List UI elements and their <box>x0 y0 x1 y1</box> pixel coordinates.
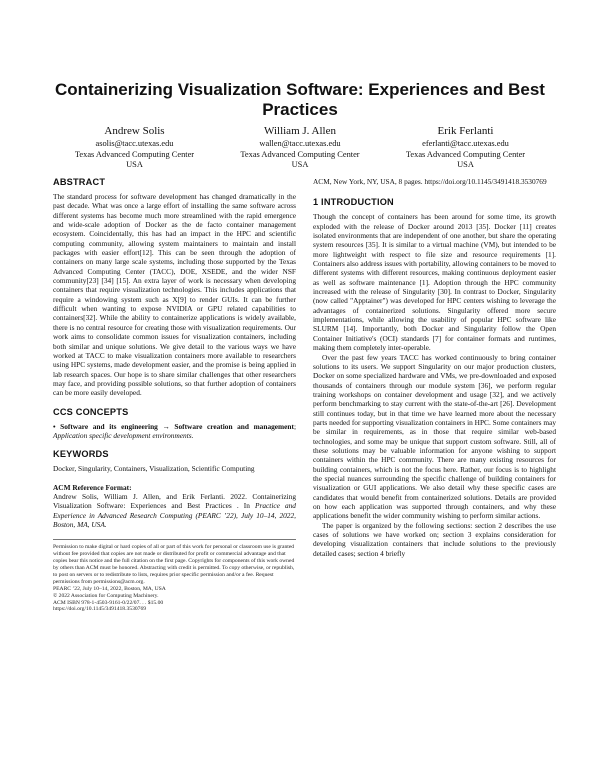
introduction-heading: 1 INTRODUCTION <box>313 197 394 208</box>
permission-notice: Permission to make digital or hard copies of all or part of this work for personal or classroom use is granted without fee provided that copies are not made or distributed for profit or commercial advantage and that copies bear this notice and the full citation on the first page. Copyrights for components of this work owned by others than ACM must be honored. Abstracting with credit is permitted. To copy otherwise, or republish, to post on servers or to redistribute to lists, requires prior specific permission and/or a fee. Request permissions from permissions@acm.org. <box>53 544 295 585</box>
footnote-doi: https://doi.org/10.1145/3491418.3530769 <box>53 606 147 613</box>
author-affiliation: Texas Advanced Computing Center <box>240 149 360 159</box>
left-column <box>53 177 296 613</box>
intro-paragraph-1: Though the concept of containers has been around for some time, its growth exploded with the release of Docker around 2013 [35]. Docker [11] creates isolated environments that are independent of one another, but share the operating system resources [35]. It is similar to a virtual machine (VM), but intended to be more lightweight with respect to file size and resource requirements [1]. Containers also address issues with portability, allowing containers to be moved to different systems with different resources, making continuous deployment easier as well as software maintenance [1]. Adoption through the HPC community increased with the release of Singularity [30]. In contrast to Docker, Singularity (now called "Apptainer") was developed for HPC centers wishing to leverage the advantages of containerized solutions. Singularity offered more secure implementations, while allowing the usability of popular HPC software like SLURM [14]. Importantly, both Docker and Singularity follow the Open Container Initiative's (OCI) standards [7] for container formats and runtimes, making them completely inter-operable. <box>313 212 556 353</box>
acm-ref-rest: ACM, New York, NY, USA, 8 pages. https://doi.org/10.1145/3491418.3530769 <box>313 177 547 186</box>
author-email: eferlanti@tacc.utexas.edu <box>422 139 509 148</box>
right-column <box>313 177 556 558</box>
keywords-heading: KEYWORDS <box>53 449 109 460</box>
ccs-body <box>53 422 296 441</box>
author-affiliation: Texas Advanced Computing Center <box>74 149 195 159</box>
author-email: asolis@tacc.utexas.edu <box>95 139 174 148</box>
ccs-heading: CCS CONCEPTS <box>53 406 129 417</box>
acm-reference-body <box>53 492 296 529</box>
intro-paragraph-2: Over the past few years TACC has worked continuously to bring container solutions to its users. We support Singularity on our major production clusters, Docker on some specialized hardware and VMs, we pre-downloaded and exposed thousands of containers through our module system [36], we perform regular training workshops on container development and usage [32], and we actively perform benchmarking to stay current with the state-of-the-art [26]. Development still continues today, but in that time we have learned more about the necessary parts needed for supporting visualization containers in HPC. Some containers may be similar in requirements, as in those that require similar web-based technologies, and some may be unique that support custom software. Still, all of these solutions may be valuable information for anyone wishing to support containers within the HPC community. There are many existing resources for building containers, which is not the focus here. Rather, our focus is to highlight the special nuances surrounding the specific challenge of building containers for visualization or GUI applications. We also detail why these specific cases are candidates that would benefit from containerized solutions. Details are provided on how each application was supported through containers, and why these applications benefit the wider community wishing to perform similar actions. <box>313 352 556 521</box>
acm-reference-label <box>53 483 296 492</box>
abstract-heading: ABSTRACT <box>53 177 106 187</box>
author-3 <box>383 124 548 171</box>
author-name: William J. Allen <box>264 125 336 137</box>
keywords-body: Docker, Singularity, Containers, Visualization, Scientific Computing <box>53 464 255 474</box>
ccs-separator: ; <box>293 421 296 431</box>
intro-paragraph-3: The paper is organized by the following sections: section 2 describes the use cases of solutions we have worked on; section 3 explains consideration for developing visualization containers that include solutions to the previously detailed cases; section 4 briefly <box>313 520 556 558</box>
copyright-footnote <box>53 539 296 613</box>
author-name: Erik Ferlanti <box>437 125 494 137</box>
ccs-subconcept: Application specific development environments. <box>53 430 194 440</box>
acm-ref-venue: Practice and Experience in Advanced Research Computing (PEARC ’22), July 10–14, 2022, Boston, MA, USA. <box>53 501 296 529</box>
author-1 <box>52 124 217 171</box>
author-2 <box>218 124 383 171</box>
author-country: USA <box>126 160 143 170</box>
acm-ref-label-text: ACM Reference Format: <box>53 482 132 492</box>
author-country: USA <box>291 160 309 170</box>
acm-ref-authors: Andrew Solis, William J. Allen, and Erik Ferlanti. 2022. Containerizing Visualization Software: Experiences and Best Practices . In <box>53 491 296 511</box>
author-email: wallen@tacc.utexas.edu <box>259 139 341 148</box>
author-name: Andrew Solis <box>104 125 165 137</box>
author-affiliation: Texas Advanced Computing Center <box>405 149 526 159</box>
paper-title: Containerizing Visualization Software: Experiences and Best Practices <box>55 80 545 119</box>
abstract-body: The standard process for software development has changed dramatically in the past decade. What was once a large effort of installing the same software across different systems has become much more streamlined with the rapid emergence and wide-scale adoption of Docker as the de facto container management ecosystem. Coincidentally, this has had an impact in the HPC and scientific computing community, allowing system maintainers to maintain and install packages with easier effort[12]. This can be seen through the adoption of containers on many large scale systems, including those supported by the Texas Advanced Computing Center (TACC), DOE, XSEDE, and the wider NSF community[23] [34] [15]. An extra layer of work is necessary when developing containers that require visualization technologies. This includes applications that require a windowing system such as X[9] to render GUIs. It can be further difficult when wanting to expose NVIDIA or GPU related capabilities to containers[32]. While the ability to containerize applications is widely available, there is no central resource for creating those with visualization requirements. Our work aims to consolidate common issues for visualization containers, including both similar and unique solutions. We give detail to the various ways we have worked at TACC to make visualization containers more available to researchers using HPC systems, made development easier, and the promise is being applied in lab research spaces. Our hope is to share similar challenges that other researchers may face, and providing possible solutions, so that further adoption of containers can be more easily developed. <box>53 192 296 398</box>
author-block <box>52 124 548 171</box>
footnote-isbn: ACM ISBN 978-1-4503-9161-0/22/07. . . $15.00 <box>53 599 164 606</box>
acm-reference-continued <box>313 177 556 186</box>
footnote-copyright: © 2022 Association for Computing Machinery. <box>53 592 159 599</box>
author-country: USA <box>457 160 474 170</box>
footnote-venue: PEARC ’22, July 10–14, 2022, Boston, MA, USA <box>53 585 166 592</box>
ccs-concept: • Software and its engineering → Software creation and management <box>53 421 294 431</box>
